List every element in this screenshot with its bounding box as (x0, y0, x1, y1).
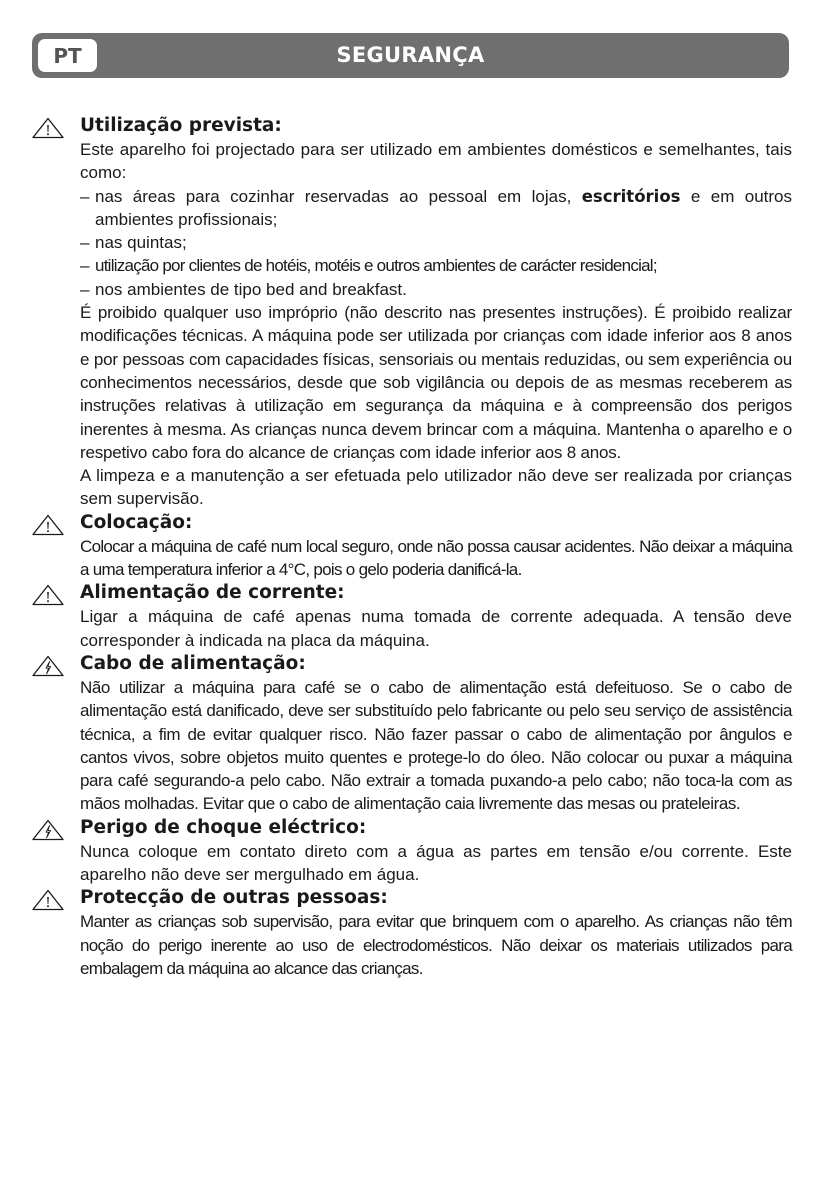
section-intro: Este aparelho foi projectado para ser utilizado em ambientes domésticos e semelhantes, tais como: (80, 140, 792, 183)
section-header-bar (32, 33, 789, 78)
section-body: A limpeza e a manutenção a ser efetuada pelo utilizador não deve ser realizada por crianças sem supervisão. (80, 466, 792, 509)
list-item: – nas áreas para cozinhar reservadas ao pessoal em lojas, escritórios e em outros ambientes profissionais; (80, 186, 792, 229)
safety-content (30, 114, 792, 980)
electric-warning-icon (31, 819, 65, 841)
section-body: Colocar a máquina de café num local seguro, onde não possa causar acidentes. Não deixar a máquina a uma temperatura inferior a 4°C, pois o gelo poderia danificá-la. (80, 536, 792, 580)
section-power-cord (30, 652, 792, 816)
section-electric-shock (30, 816, 792, 887)
list-item: – nos ambientes de tipo bed and breakfast. (80, 279, 407, 299)
electric-warning-icon (31, 655, 65, 677)
warning-icon (31, 584, 65, 606)
list-item: – utilização por clientes de hotéis, motéis e outros ambientes de carácter residencial; (80, 256, 657, 276)
section-title: Perigo de choque eléctrico: (80, 816, 367, 838)
section-title: Alimentação de corrente: (80, 582, 345, 604)
section-body: Manter as crianças sob supervisão, para evitar que brinquem com o aparelho. As crianças não têm noção do perigo inerente ao uso de electrodomésticos. Não deixar os materiais utilizados para embalagem da máquina ao alcance das crianças. (80, 912, 792, 978)
warning-icon (31, 514, 65, 536)
section-intended-use (30, 114, 792, 511)
section-power-supply (30, 581, 792, 652)
section-body: Nunca coloque em contato direto com a água as partes em tensão e/ou corrente. Este aparelho não deve ser mergulhado em água. (80, 841, 792, 885)
section-body: Ligar a máquina de café apenas numa tomada de corrente adequada. A tensão deve corresponder à indicada na placa da máquina. (80, 607, 792, 650)
section-title: Utilização prevista: (80, 115, 282, 136)
section-title: Cabo de alimentação: (80, 652, 306, 674)
usage-list (80, 185, 792, 301)
section-body: Não utilizar a máquina para café se o cabo de alimentação está defeituoso. Se o cabo de alimentação está danificado, deve ser substituído pelo fabricante ou pelo seu serviço de assistência técnica, a fim de evitar qualquer risco. Não fazer passar o cabo de alimentação por ângulos e cantos vivos, sobre objetos muito quentes e protege-lo do óleo. Não colocar ou puxar a máquina para café segurando-a pelo cabo. Não extrair a tomada puxando-a pelo cabo; não toca-la com as mãos molhadas. Evitar que o cabo de alimentação caia livremente das mesas ou prateleiras. (80, 677, 792, 814)
section-placement (30, 511, 792, 582)
section-protect-others (30, 886, 792, 980)
section-title: Protecção de outras pessoas: (80, 887, 388, 909)
page-title: SEGURANÇA (336, 43, 485, 67)
warning-icon (31, 117, 65, 139)
warning-icon (31, 889, 65, 911)
section-body: É proibido qualquer uso impróprio (não descrito nas presentes instruções). É proibido realizar modificações técnicas. A máquina pode ser utilizada por crianças com idade inferior aos 8 anos e por pessoas com capacidades físicas, sensoriais ou mentais reduzidas, ou sem experiência ou conhecimentos necessários, desde que sob vigilância ou depois de as mesmas receberem as instruções relativas à utilização em segurança da máquina e à compreensão dos perigos inerentes à mesma. As crianças nunca devem brincar com a máquina. Mantenha o aparelho e o respetivo cabo fora do alcance de crianças com idade inferior aos 8 anos. (80, 303, 792, 462)
language-tab: PT (38, 39, 97, 72)
list-item: – nas quintas; (80, 233, 187, 253)
section-title: Colocação: (80, 511, 193, 533)
